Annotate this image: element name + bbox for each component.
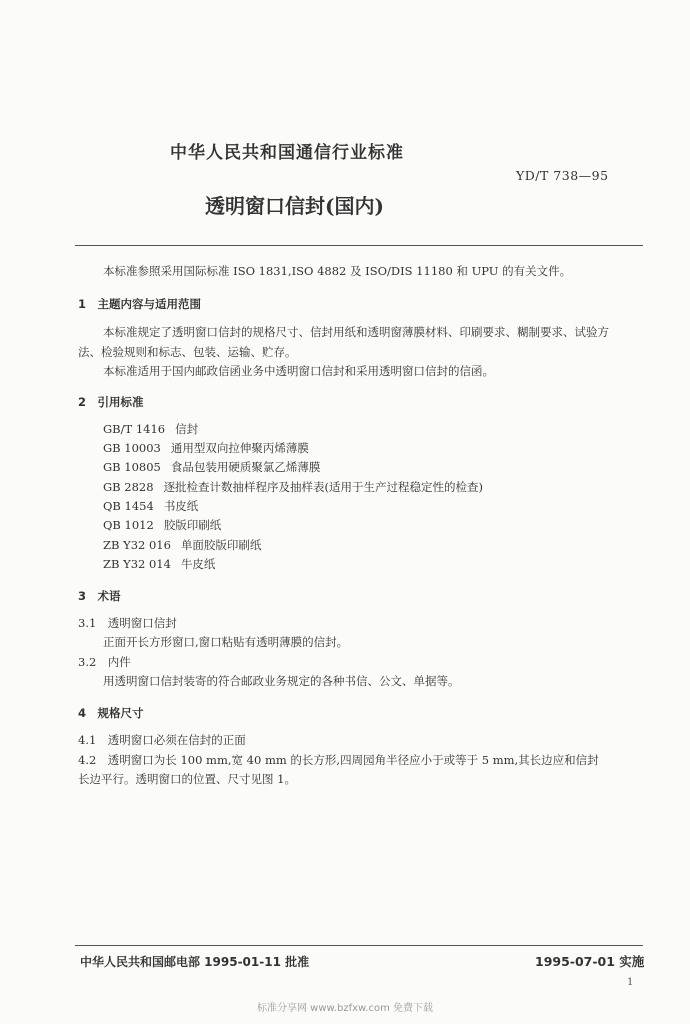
reference-name: 单面胶版印刷纸 (180, 538, 262, 552)
reference-item (103, 480, 483, 494)
reference-code: ZB Y32 014 (103, 557, 171, 571)
reference-name: 胶版印刷纸 (163, 518, 222, 532)
intro-paragraph: 本标准参照采用国际标准 ISO 1831,ISO 4882 及 ISO/DIS 11180 和 UPU 的有关文件。 (103, 264, 572, 278)
term-3-2: 3.2 内件 (78, 655, 131, 669)
reference-item (103, 557, 215, 571)
reference-code: GB 10805 (103, 460, 161, 474)
document-title: 透明窗口信封(国内) (205, 194, 384, 218)
reference-item (103, 460, 320, 474)
clause-4-2-line-1: 4.2 透明窗口为长 100 mm,宽 40 mm 的长方形,四周园角半径应小于或等于 5 mm,其长边应和信封 (78, 753, 599, 767)
term-3-1-definition: 正面开长方形窗口,窗口粘贴有透明薄膜的信封。 (103, 635, 349, 649)
reference-name: 通用型双向拉伸聚丙烯薄膜 (170, 441, 309, 455)
term-3-1: 3.1 透明窗口信封 (78, 616, 177, 630)
section-4-heading: 4 规格尺寸 (78, 706, 144, 720)
clause-4-1: 4.1 透明窗口必须在信封的正面 (78, 733, 246, 747)
reference-item (103, 538, 261, 552)
reference-code: QB 1012 (103, 518, 154, 532)
reference-code: GB/T 1416 (103, 422, 166, 436)
reference-item (103, 499, 198, 513)
section-1-paragraph-2: 本标准适用于国内邮政信函业务中透明窗口信封和采用透明窗口信封的信函。 (103, 364, 494, 378)
section-3-heading: 3 术语 (78, 589, 121, 603)
reference-item (103, 441, 309, 455)
footer-rule (75, 945, 643, 946)
issuing-organization: 中华人民共和国通信行业标准 (170, 143, 404, 163)
page-number: 1 (627, 977, 634, 988)
reference-code: QB 1454 (103, 499, 154, 513)
reference-name: 逐批检查计数抽样程序及抽样表(适用于生产过程稳定性的检查) (163, 480, 484, 494)
reference-code: GB 10003 (103, 441, 161, 455)
section-2-heading: 2 引用标准 (78, 395, 144, 409)
term-3-2-definition: 用透明窗口信封装寄的符合邮政业务规定的各种书信、公文、单据等。 (103, 674, 460, 688)
reference-code: GB 2828 (103, 480, 154, 494)
reference-item (103, 518, 221, 532)
reference-name: 书皮纸 (163, 499, 199, 513)
clause-4-2-line-2: 长边平行。透明窗口的位置、尺寸见图 1。 (78, 772, 296, 786)
section-1-paragraph-1-line-2: 法、检验规则和标志、包装、运输、贮存。 (78, 345, 297, 359)
approval-date: 中华人民共和国邮电部 1995-01-11 批准 (80, 955, 310, 969)
watermark-text: 标准分享网 www.bzfxw.com 免费下载 (257, 1003, 433, 1014)
section-1-heading: 1 主题内容与适用范围 (78, 297, 202, 311)
reference-item (103, 422, 198, 436)
header-rule (75, 245, 643, 246)
reference-code: ZB Y32 016 (103, 538, 171, 552)
effective-date: 1995-07-01 实施 (535, 954, 645, 969)
reference-name: 食品包装用硬质聚氯乙烯薄膜 (170, 460, 321, 474)
standard-number: YD/T 738—95 (516, 168, 609, 183)
reference-name: 信封 (175, 422, 199, 436)
reference-name: 牛皮纸 (180, 557, 216, 571)
section-1-paragraph-1-line-1: 本标准规定了透明窗口信封的规格尺寸、信封用纸和透明窗薄膜材料、印刷要求、糊制要求、试验方 (103, 325, 609, 339)
